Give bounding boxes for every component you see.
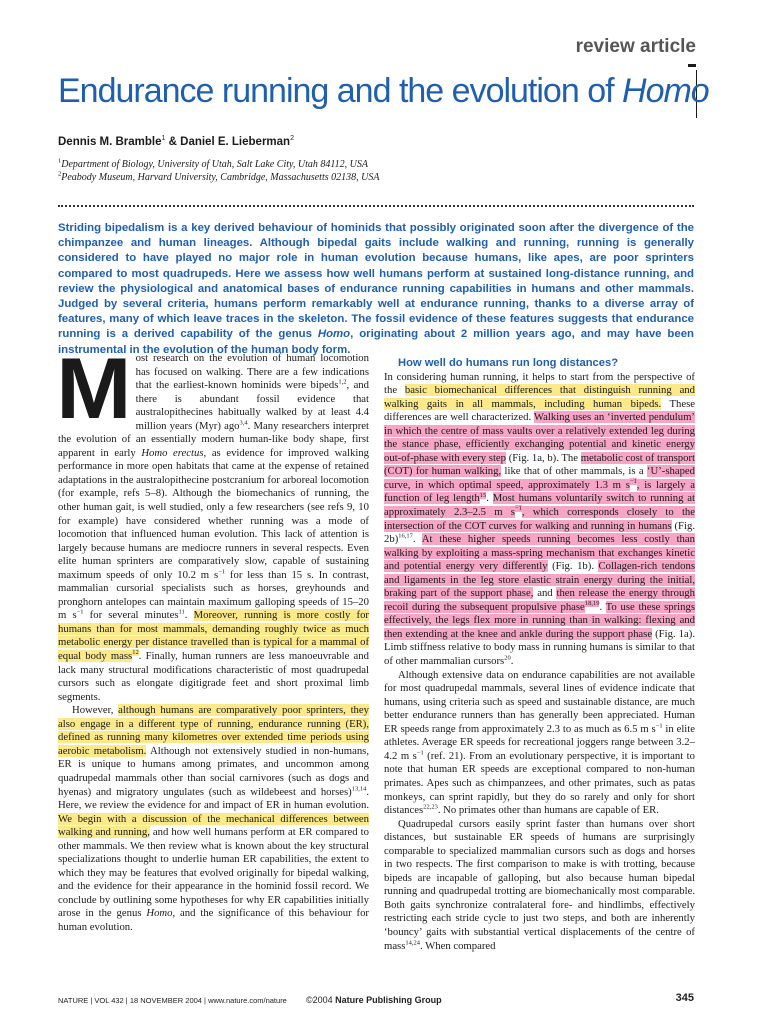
- citation: 3,4: [239, 419, 248, 427]
- text-run: However,: [72, 704, 119, 717]
- text-run: (Fig. 1a, b). The: [506, 451, 581, 464]
- text-run: .: [184, 609, 194, 622]
- text-run: Although not extensively studied in non-humans, ER is unique to humans among primates, and uncommon among quadrupedal mammals other than social carnivores (such as dogs and hyenas) and migratory ungulates (such as wildebeest and horses): [58, 744, 369, 798]
- abstract: [58, 221, 694, 358]
- highlight-yellow: Moreover, running is more costly for humans than for most mammals, demanding roughly twice as much metabolic energy per distance travelled than is typical for a mammal of equal body mass: [58, 609, 369, 663]
- journal-info: NATURE | VOL 432 | 18 NOVEMBER 2004 | www.nature.com/nature: [58, 996, 287, 1005]
- text-run: Quadrupedal cursors easily sprint faster than humans over short distances, but sustainable ER speeds of humans are surprisingly comparable to specialized mammalian cursors such as dogs and horses in two respects. The first comparison to make is with trotting, because bipeds are incapable of galloping, but also because human bipedal running and quadrupedal trotting are biomechanically most comparable. Both gaits synchronize contralateral fore- and hindlimbs, effectively restricting each stride cycle to just two steps, and both are inherently ‘bouncy’ gaits with substantial vertical displacements of the centre of mass: [384, 817, 695, 952]
- unit-exponent: −1: [514, 505, 522, 513]
- text-run: Although extensive data on endurance capabilities are not available for most quadrupedal mammals, several lines of evidence indicate that humans, using criteria such as speed and sustainable distance, are much better endurance runners than has generally been appreciated. Human ER speeds range from approximately 2.3 to as much as 6.5 m s: [384, 668, 695, 735]
- affiliation-1-text: Department of Biology, University of Utah, Salt Lake City, Utah 84112, USA: [61, 159, 368, 170]
- affiliation-2: [58, 171, 379, 184]
- text-run: , as evidence for improved walking performance in more open habitats that came at the expense of retained adaptations in the australopithecine postcranium for arboreal locomotion (for example, refs 5–8). Although the biomechanics of running, the other human gait, is well studied, only a few researchers (see refs 9, 10 for example) have considered whether running was a mode of locomotion that influenced human evolution. This lack of attention is largely because humans are mediocre runners in several respects. Even elite human sprinters are comparatively slow, capable of sustaining maximum speeds of only 10.2 m s: [58, 446, 370, 581]
- author-separator: &: [165, 136, 181, 148]
- citation: 13,14: [351, 784, 367, 792]
- affiliation-1: [58, 158, 368, 171]
- article-title: [58, 72, 708, 111]
- highlight-pink: To use these springs effectively, the legs flex more in running than in walking: flexing and then extending at the knee and ankle during the support phase: [384, 600, 695, 640]
- species-name: Homo erectus: [141, 446, 204, 459]
- paragraph-quadrupedal: [384, 818, 695, 953]
- text-run: .: [599, 600, 606, 613]
- highlight-pink: ‘U’-shaped curve, in which optimal speed, approximately 1.3 m s: [384, 465, 695, 491]
- author-1: Dennis M. Bramble: [58, 136, 162, 148]
- paragraph-however: [58, 704, 369, 934]
- text-run: . No primates other than humans are capable of ER.: [437, 804, 659, 817]
- text-run: . Here, we review the evidence for and impact of ER in human evolution.: [58, 785, 369, 812]
- paragraph-biomechanics: [384, 371, 695, 669]
- highlight-pink: Most humans voluntarily switch to running at approximately 2.3–2.5 m s: [384, 492, 695, 519]
- citation: 11: [178, 608, 185, 616]
- authors: [58, 136, 294, 148]
- highlight-yellow: We begin with a discussion of the mechanical differences between walking and running,: [58, 812, 369, 839]
- citation: 1,2: [338, 378, 347, 386]
- highlight-pink: Collagen-rich tendons and ligaments in the leg store elastic strain energy during the initial, braking part of the support phase,: [384, 560, 695, 600]
- unit-exponent: −1: [655, 722, 663, 730]
- unit-exponent: −1: [76, 608, 84, 616]
- text-run: These differences are well characterized.: [384, 397, 696, 424]
- text-run: (Fig. 1a). Limb stiffness relative to body mass in running humans is similar to that of other mammalian cursors: [384, 627, 695, 668]
- affiliation-2-text: Peabody Museum, Harvard University, Cambridge, Massachusetts 02138, USA: [61, 172, 380, 183]
- copyright-year: ©2004: [306, 995, 336, 1005]
- text-run: . Many researchers interpret the evolution of an essentially modern human-like body shape, first apparent in early: [58, 419, 369, 459]
- author-2-affil-mark: 2: [290, 135, 294, 143]
- page-footer: [58, 994, 694, 1008]
- unit-exponent: −1: [218, 568, 226, 576]
- text-run: ost research on the evolution of human locomotion has focused on walking. There are a few indications that the earliest-known hominids were bipeds: [135, 352, 369, 392]
- highlight-pink: , is largely a function of leg length: [384, 478, 695, 505]
- citation: 16,17: [398, 532, 413, 540]
- text-run: .: [486, 492, 493, 505]
- highlight-pink: At these higher speeds running becomes less costly than walking by exploiting a mass-spring mechanism that exchanges kinetic and potential energy very differently: [384, 533, 695, 573]
- genus-name: Homo: [146, 907, 173, 920]
- text-run: and: [533, 587, 557, 600]
- body-right-column: [384, 357, 695, 953]
- section-heading: How well do humans run long distances?: [398, 357, 619, 369]
- text-run: (Fig. 1b).: [547, 560, 599, 573]
- publisher-name: Nature Publishing Group: [335, 995, 442, 1005]
- text-run: , and there is abundant fossil evidence that australopithecines habitually walked by at least 4.4 million years (Myr) ago: [135, 379, 369, 432]
- paragraph-intro: [56, 341, 370, 704]
- title-main: Endurance running and the evolution of: [58, 72, 623, 110]
- review-article-label: review article: [575, 36, 696, 57]
- text-run: (Fig. 2b): [384, 519, 695, 546]
- highlight-pink: then release the energy through recoil during the subsequent propulsive phase: [384, 587, 695, 613]
- text-run: . When compared: [420, 939, 496, 952]
- copyright: [306, 995, 442, 1005]
- abstract-text-b: , originating about 2 million years ago, and may have been instrumental in the evolution of the human body form.: [58, 328, 694, 356]
- text-run: for less than 15 s. In contrast, mammalian cursorial specialists such as horses, greyhounds and pronghorn antelopes can maintain maximum galloping speeds of 15–20 m s: [58, 568, 369, 622]
- citation: 12: [132, 649, 139, 657]
- highlight-yellow: although humans are comparatively poor sprinters, they also engage in a different type of running, endurance running (ER), defined as running many kilometres over extended time periods using aerobic metabolism.: [58, 704, 369, 757]
- citation: 18,19: [584, 600, 600, 608]
- highlight-pink: , which corresponds closely to the intersection of the COT curves for walking and running in humans: [384, 506, 696, 532]
- highlight-pink: Walking uses an ‘inverted pendulum’ in which the centre of mass vaults over a relatively extended leg during the stance phase, efficiently exchanging potential and kinetic energy out-of-phase with every step: [384, 411, 695, 464]
- highlight-yellow: basic biomechanical differences that distinguish running and walking gaits in all mammals, including human bipeds.: [384, 384, 695, 410]
- drop-cap: M: [56, 341, 132, 437]
- dotted-separator: [58, 205, 694, 207]
- text-run: like that of other mammals, is a: [501, 465, 647, 478]
- affiliation-2-mark: 2: [58, 170, 62, 178]
- text-run: and how well humans perform at ER compared to other mammals. We then review what is known about the key structural specializations thought to underlie human ER capabilities, the extent to which they may be features that evolved originally for bipedal walking, and the evidence for their appearance in the hominid fossil record. We conclude by outlining some hypotheses for why ER capabilities initially arose in the genus: [58, 826, 369, 920]
- page-number: 345: [675, 992, 694, 1004]
- text-run: (ref. 21). From an evolutionary perspective, it is important to note that human ER speeds are exceptional compared to non-human primates. Apes such as chimpanzees, and other primates, such as patas monkeys, can sprint rapidly, but they do so rarely and only for short distances: [384, 749, 695, 817]
- abstract-text-a: Striding bipedalism is a key derived behaviour of hominids that possibly originated soon after the divergence of the chimpanzee and human lineages. Although bipedal gaits include walking and running, running is generally considered to have played no major role in human evolution because humans, like apes, are poor sprinters compared to most quadrupeds. Here we assess how well humans perform at sustained long-distance running, and review the physiological and anatomical bases of endurance running capabilities in humans and other mammals. Judged by several criteria, humans perform remarkably well at endurance running, thanks to a diverse array of features, many of which leave traces in the skeleton. The fossil evidence of these features suggests that endurance running is a derived capability of the genus: [58, 222, 694, 341]
- citation: 14,24: [405, 938, 420, 946]
- text-run: .: [412, 533, 422, 546]
- author-1-affil-mark: 1: [161, 135, 166, 143]
- text-run: , and the significance of this behaviour for human evolution.: [58, 907, 369, 933]
- citation: 22,23: [423, 803, 438, 811]
- title-rule: [688, 64, 696, 67]
- abstract-genus: Homo: [317, 328, 351, 341]
- citation: 15: [479, 491, 487, 499]
- unit-exponent: −1: [629, 478, 637, 486]
- text-run: for several minutes: [83, 609, 179, 622]
- text-run: . Finally, human runners are less manoeuvrable and lack many structural modifications characteristic of most quadrupedal cursors such as elongate digitigrade feet and short proximal limb segments.: [58, 650, 369, 703]
- affiliation-1-mark: 1: [58, 157, 62, 165]
- unit-exponent: −1: [416, 749, 424, 757]
- title-italic: Homo: [622, 72, 709, 110]
- body-left-column: [56, 341, 370, 935]
- author-2: Daniel E. Lieberman: [180, 136, 291, 148]
- text-run: in elite athletes. Average ER speeds for recreational joggers range between 3.2–4.2 m s: [384, 722, 695, 762]
- highlight-pink: metabolic cost of transport (COT) for human walking,: [384, 451, 696, 478]
- citation: 20: [504, 654, 511, 662]
- text-run: In considering human running, it helps to start from the perspective of the: [384, 370, 695, 397]
- text-run: .: [510, 655, 514, 668]
- paragraph-er-speeds: [384, 669, 695, 818]
